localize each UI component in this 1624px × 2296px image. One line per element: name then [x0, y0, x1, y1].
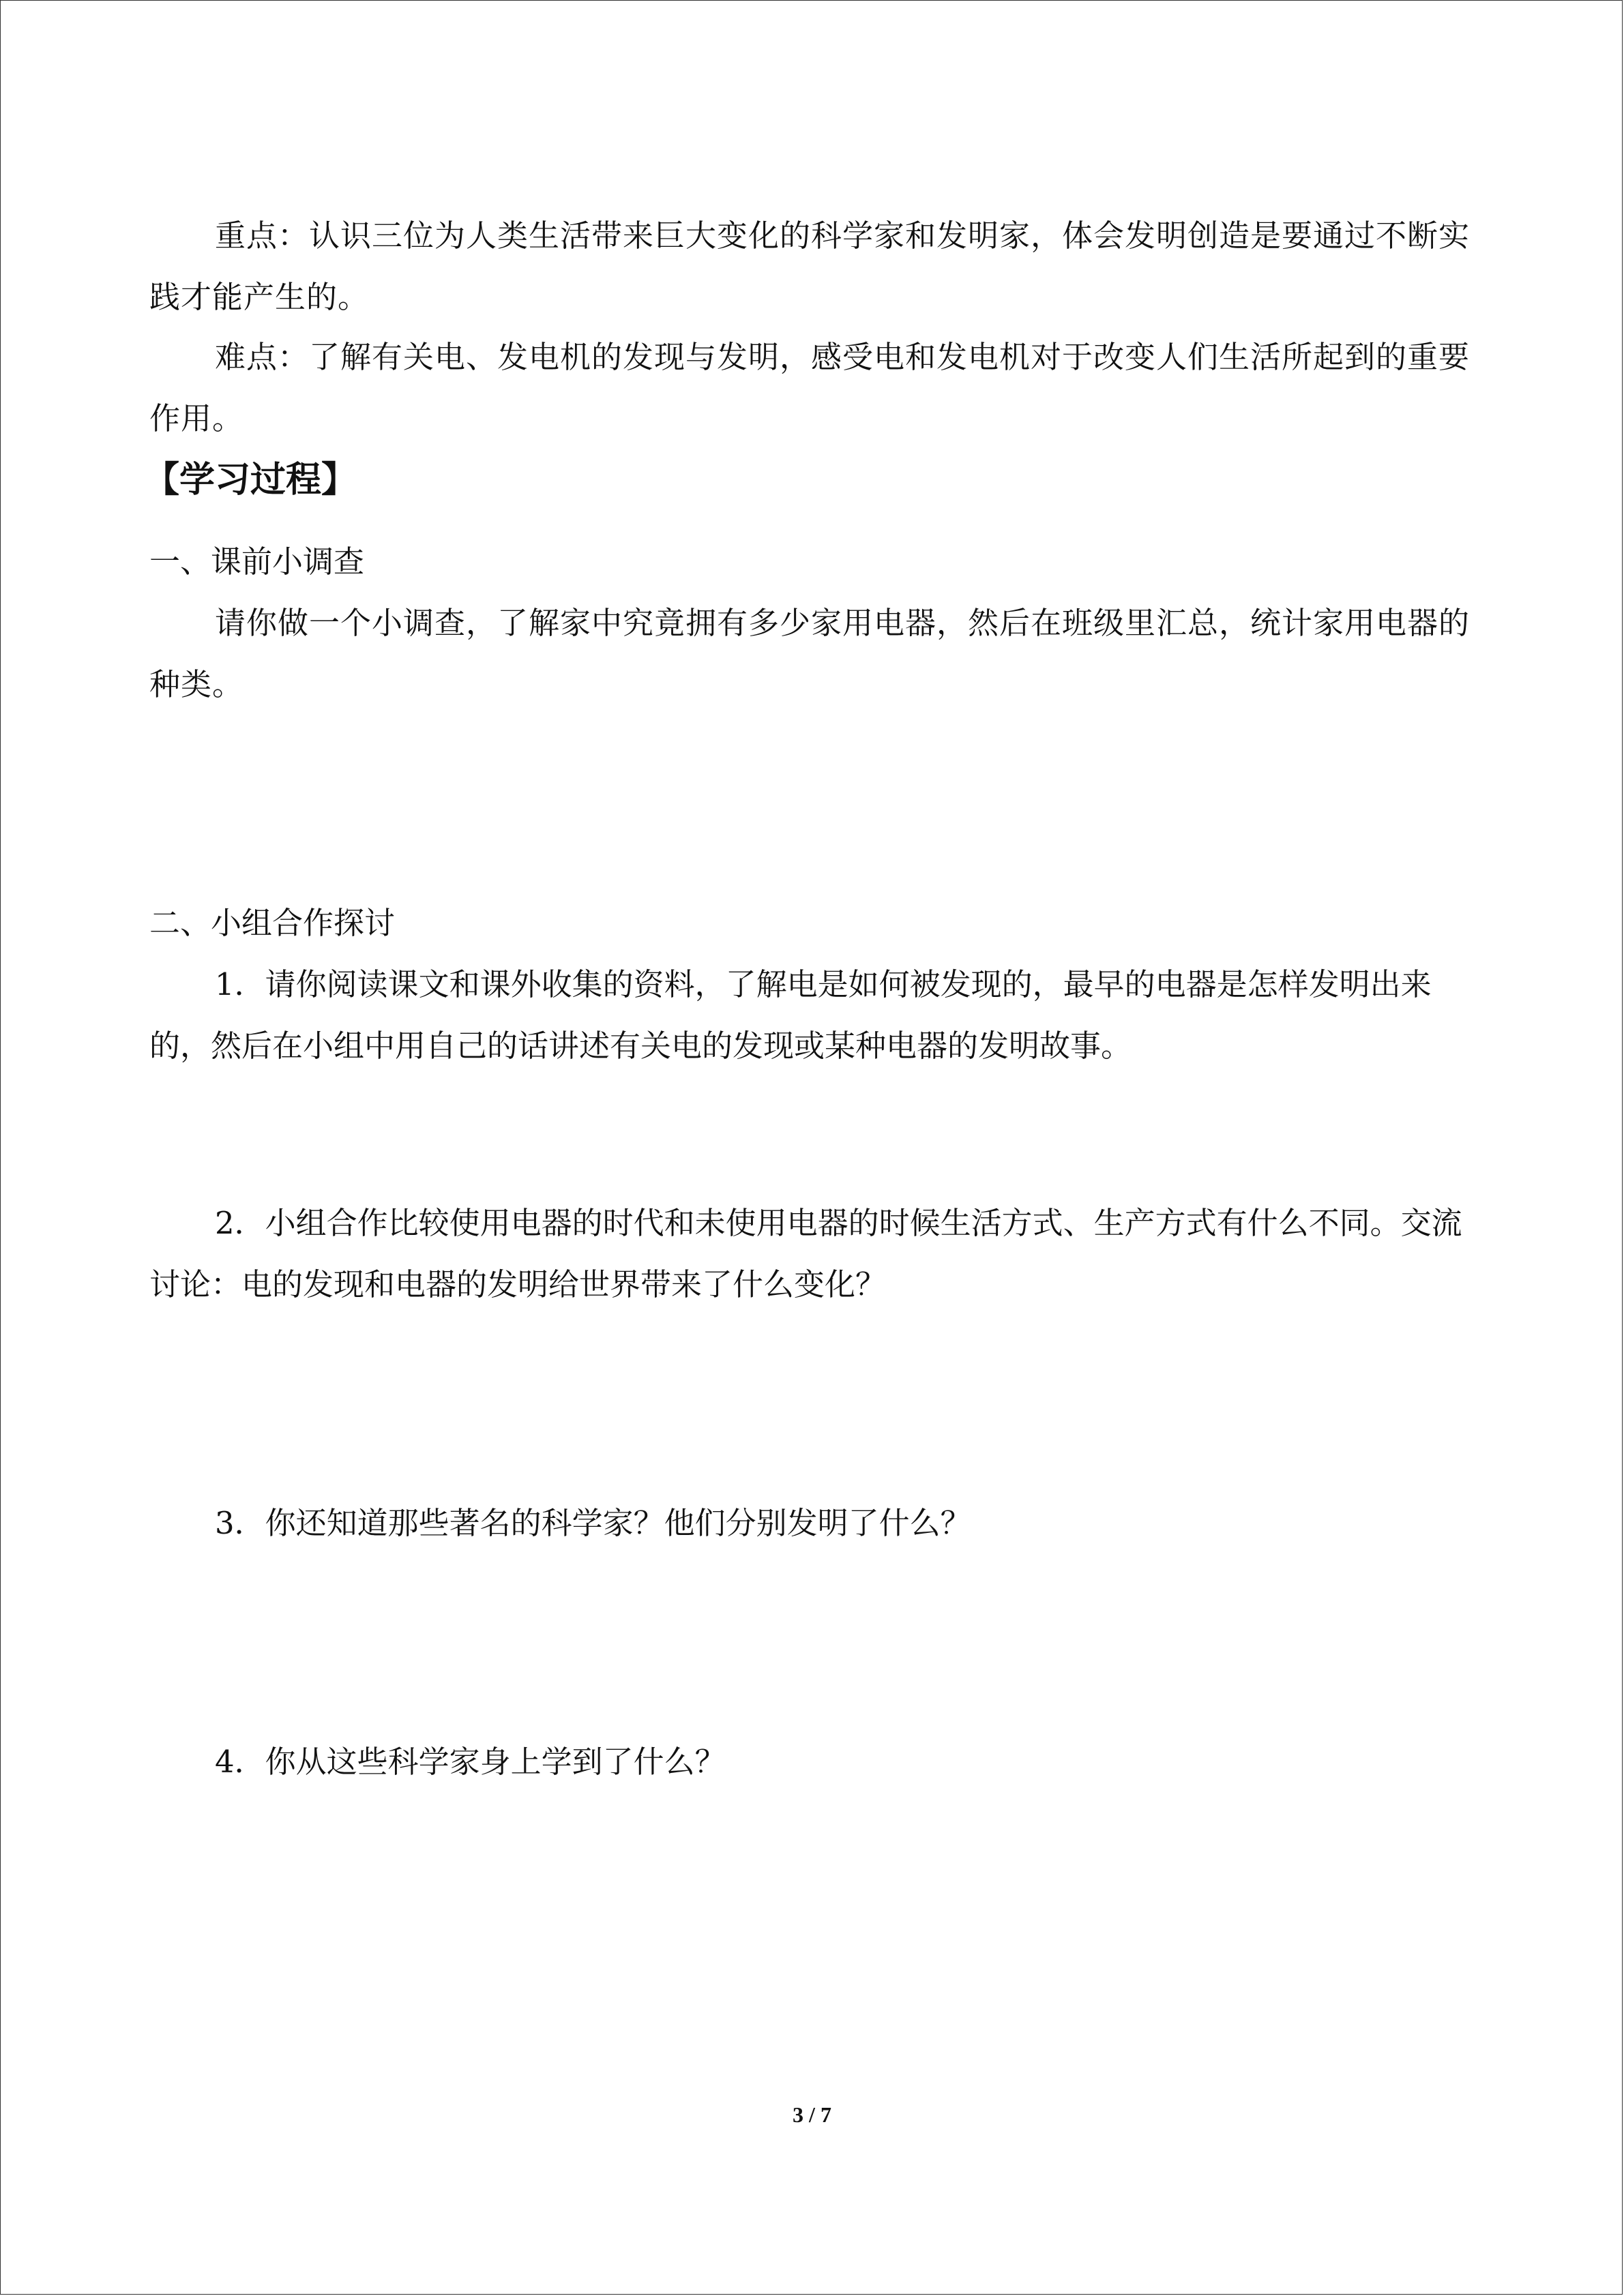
question-1: 1．请你阅读课文和课外收集的资料，了解电是如何被发现的，最早的电器是怎样发明出来的，然后在小组中用自己的话讲述有关电的发现或某种电器的发明故事。 — [149, 966, 1432, 1064]
key-point-paragraph: 重点：认识三位为人类生活带来巨大变化的科学家和发明家，体会发明创造是要通过不断实践才能产生的。 — [149, 218, 1471, 315]
difficulty-paragraph: 难点：了解有关电、发电机的发现与发明，感受电和发电机对于改变人们生活所起到的重要作用。 — [149, 339, 1471, 436]
question-3: 3．你还知道那些著名的科学家？他们分别发明了什么？ — [215, 1505, 971, 1541]
part2-heading: 二、小组合作探讨 — [149, 905, 396, 941]
part1-body: 请你做一个小调查，了解家中究竟拥有多少家用电器，然后在班级里汇总，统计家用电器的种类。 — [149, 605, 1471, 702]
question-4: 4．你从这些科学家身上学到了什么？ — [215, 1744, 726, 1780]
question-2: 2．小组合作比较使用电器的时代和未使用电器的时候生活方式、生产方式有什么不同。交流讨论：电的发现和电器的发明给世界带来了什么变化？ — [149, 1205, 1462, 1302]
section-title: 【学习过程】 — [144, 460, 357, 501]
page-number: 3 / 7 — [793, 2102, 831, 2127]
part1-heading: 一、课前小调查 — [149, 543, 365, 580]
